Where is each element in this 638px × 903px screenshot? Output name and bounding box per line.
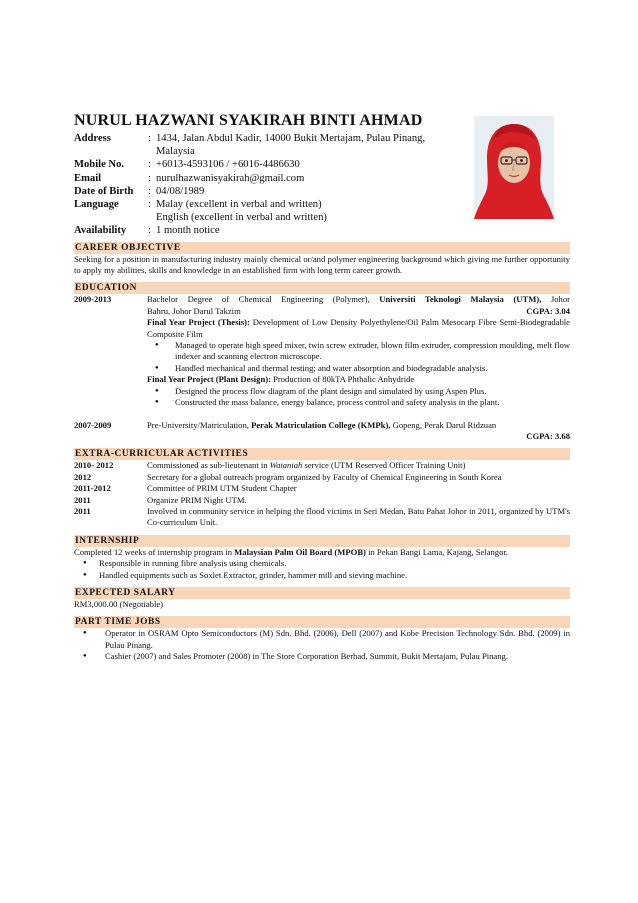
fyp-thesis-bullets [147,340,570,374]
info-colon: : [148,133,151,144]
university-name: Universiti Teknologi Malaysia (UTM), [379,294,542,305]
section-header-internship: INTERNSHIP [74,535,570,547]
internship-bullets [74,558,570,581]
activity-italic: Wataniah [269,460,303,471]
activity-desc [147,460,570,471]
section-header-career: CAREER OBJECTIVE [74,242,570,254]
activity-year: 2011-2012 [74,483,111,494]
activity-row [74,506,570,529]
internship-post: in Pekan Bangi Lama, Kajang, Selangor. [368,546,508,557]
dob-value: 04/08/1989 [156,185,205,197]
email-value: nurulhazwanisyakirah@gmail.com [156,172,305,184]
matriculation-line [147,420,570,431]
list-item: ● Handled mechanical and thermal testing; and water absorption and biodegradable analysis. [147,363,570,374]
info-row-language [74,198,446,224]
candidate-name: NURUL HAZWANI SYAKIRAH BINTI AHMAD [74,112,423,129]
profile-photo-illustration [474,116,554,219]
info-value [156,132,446,158]
location-cgpa-line [147,306,570,317]
info-value [156,198,446,224]
education-entry-utm [74,294,570,408]
college-location: Gopeng, Perak Darul Ridzuan [392,419,497,430]
internship-org: Malaysian Palm Oil Board (MPOB) [234,546,366,557]
personal-info [74,132,446,238]
info-colon: : [148,199,151,211]
info-label: Language [74,199,119,211]
info-label: Address [74,133,111,144]
list-item: ● Cashier (2007) and Sales Promoter (2008) in The Store Corporation Berhad, Summit, Bukit Mertajam, Pulau Pinang. [74,651,570,662]
info-row-dob [74,185,446,198]
career-objective-text: Seeking for a position in manufacturing industry mainly chemical or/and polymer engineering background which giving me further opportunity to apply my abilities, skills and knowledge in an established firm with long term career growth. [74,253,570,276]
info-row-availability [74,224,446,237]
education-detail [147,294,570,408]
fyp-plant-title: Production of 80kTA Phthalic Anhydride [273,374,415,385]
section-header-extracurricular: EXTRA-CURRICULAR ACTIVITIES [74,448,570,460]
internship-pre: Completed 12 weeks of internship program in [74,546,232,557]
activity-desc: Involved in community service in helping the flood victims in Seri Medan, Batu Pahat Johor in 2011, organized by UTM's Co-curriculum Unit. [147,505,570,528]
matriculation-text: Pre-University/Matriculation, [147,419,249,430]
info-colon: : [148,185,151,197]
section-header-education: EDUCATION [74,282,570,294]
degree-text: Bachelor Degree of Chemical Engineering (Polymer), [147,294,370,305]
fyp-thesis-title: Development of Low Density Polyethylene/Oil Palm Mesocarp Fibre Semi-Biodegradable Composite Film [147,317,570,339]
fyp-plant-label: Final Year Project (Plant Design): [147,374,271,385]
spacer [74,409,570,420]
education-year: 2009-2013 [74,294,112,305]
parttime-bullets [74,628,570,662]
info-row-mobile [74,158,446,171]
list-item: ● Constructed the mass balance, energy balance, process control and safety analysis in the plant. [147,397,570,408]
activity-desc: Secretary for a global outreach program organized by Faculty of Chemical Engineering in South Korea [147,471,502,482]
education-detail [147,420,570,443]
info-value [156,224,446,237]
fyp-plant-bullets [147,386,570,409]
list-item: ● Managed to operate high speed mixer, twin screw extruder, blown film extruder, compression moulding, melt flow indexer and scanning electron microscope. [147,340,570,363]
degree-line [147,294,570,305]
activity-row [74,460,570,471]
education-year: 2007-2009 [74,419,112,430]
info-value [156,158,446,171]
college-name: Perak Matriculation College (KMPk), [251,419,391,430]
info-label: Mobile No. [74,159,125,171]
university-location: Johor [550,294,571,305]
info-colon: : [148,172,151,184]
activity-year: 2012 [74,471,92,482]
info-row-email [74,172,446,185]
mobile-value: +6013-4593106 / +6016-4486630 [156,159,300,171]
salary-text: RM3,000.00 (Negotiable) [74,598,164,609]
address-line-1: 1434, Jalan Abdul Kadir, 14000 Bukit Mertajam, Pulau Pinang, [156,133,426,144]
info-row-address [74,132,446,158]
fyp-thesis-label: Final Year Project (Thesis): [147,317,250,328]
info-label: Availability [74,225,127,237]
list-item: ● Designed the process flow diagram of the plant design and simulated by using Aspen Plus. [147,386,570,397]
availability-value: 1 month notice [156,225,220,237]
profile-photo [474,116,554,219]
info-label: Date of Birth [74,185,134,197]
activity-text: Commissioned as sub-lieutenant in [147,460,268,471]
activity-text: service (UTM Reserved Officer Training Unit) [304,460,466,471]
info-value [156,172,446,185]
university-location-2: Bahru, Johor Darul Takzim [147,305,241,316]
activity-row [74,495,570,506]
activity-year: 2011 [74,505,91,516]
education-entry-kmpk [74,420,570,443]
internship-text [74,547,570,558]
list-item: ● Operator in OSRAM Opto Semiconductors (M) Sdn. Bhd. (2006), Dell (2007) and Kobe Precision Technology Sdn. Bhd. (2009) in Pulau Pinang. [74,628,570,651]
activity-year: 2011 [74,494,91,505]
activity-year: 2010- 2012 [74,460,114,471]
activity-desc: Committee of PRIM UTM Student Chapter [147,483,297,494]
info-colon: : [148,225,151,237]
list-item: ● Responsible in running fibre analysis using chemicals. [74,558,570,569]
list-item: ● Handled equipments such as Soxlet Extractor, grinder, hammer mill and sieving machine. [74,570,570,581]
fyp-thesis [147,317,570,340]
cgpa-kmpk: CGPA: 3.68 [526,430,570,441]
section-header-salary: EXPECTED SALARY [74,587,570,599]
activity-desc: Organize PRIM Night UTM. [147,494,247,505]
address-line-2: Malaysia [156,146,195,158]
language-line-1: Malay (excellent in verbal and written) [156,199,322,211]
fyp-plant-design [147,374,570,385]
info-value [156,185,446,198]
activity-row [74,472,570,483]
activity-row [74,483,570,494]
language-line-2: English (excellent in verbal and written) [156,212,327,224]
cgpa-utm: CGPA: 3.04 [526,305,570,316]
info-label: Email [74,172,102,184]
section-header-parttime: PART TIME JOBS [74,616,570,628]
info-colon: : [148,159,151,171]
